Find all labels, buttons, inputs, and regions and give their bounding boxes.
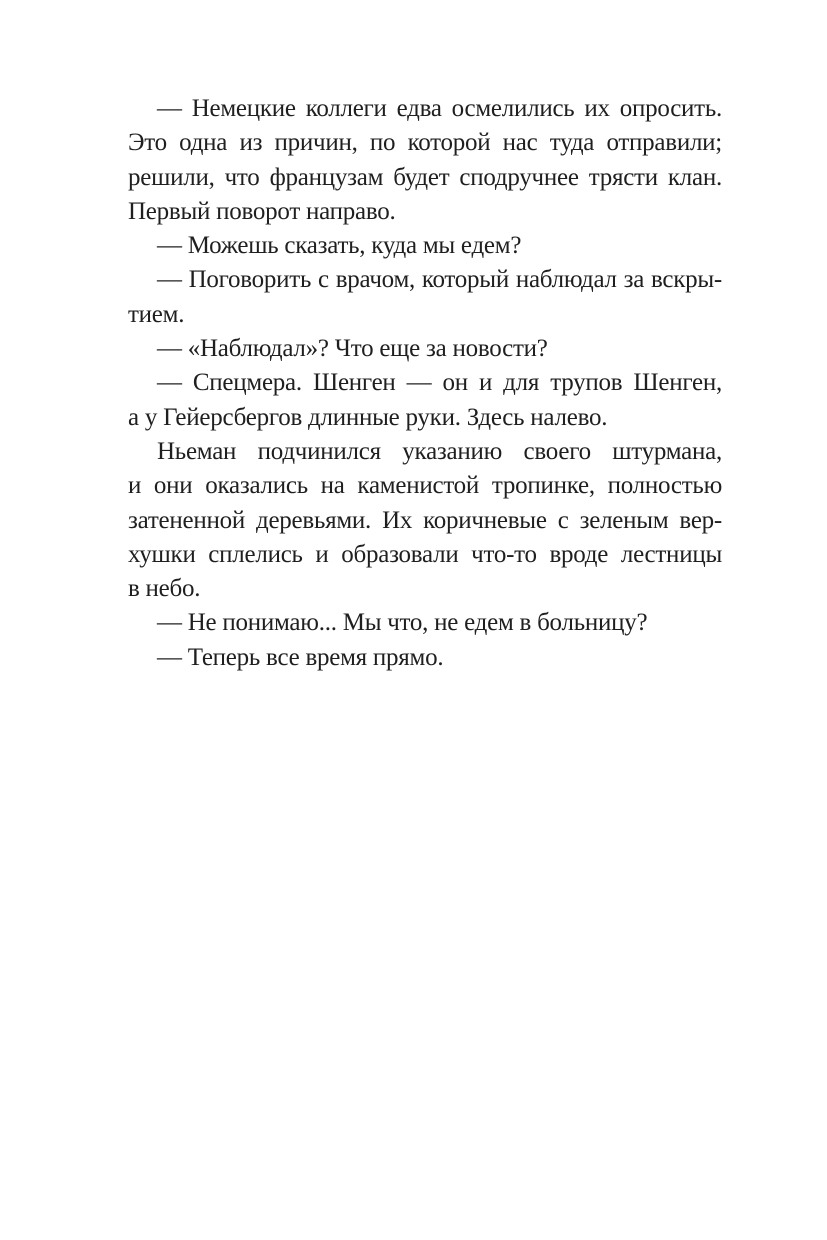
text-line: — Не понимаю... Мы что, не едем в больницу? (157, 609, 648, 637)
text-line: — Поговорить с врачом, который наблюдал за вскры- (157, 266, 722, 294)
text-line: тием. (128, 300, 185, 328)
text-line: затененной деревьями. Их коричневые с зеленым вер- (128, 506, 722, 534)
text-line: а у Гейерсбергов длинные руки. Здесь налево. (128, 403, 608, 431)
text-line: в небо. (128, 575, 201, 603)
text-line: Ньеман подчинился указанию своего штурмана, (157, 437, 722, 465)
text-line: — «Наблюдал»? Что еще за новости? (157, 335, 548, 363)
text-line: Первый поворот направо. (128, 197, 396, 225)
text-line: решили, что французам будет сподручнее трясти клан. (128, 163, 722, 191)
text-line: — Немецкие коллеги едва осмелились их опросить. (157, 95, 722, 122)
text-line: — Можешь сказать, куда мы едем? (157, 232, 522, 260)
body-text (128, 92, 722, 675)
text-line: и они оказались на каменистой тропинке, полностью (128, 472, 722, 500)
text-line: — Теперь все время прямо. (157, 643, 444, 671)
text-line: — Спецмера. Шенген — он и для трупов Шенген, (157, 369, 722, 397)
text-line: хушки сплелись и образовали что-то вроде лестницы (128, 540, 722, 568)
text-line: Это одна из причин, по которой нас туда отправили; (128, 129, 722, 157)
